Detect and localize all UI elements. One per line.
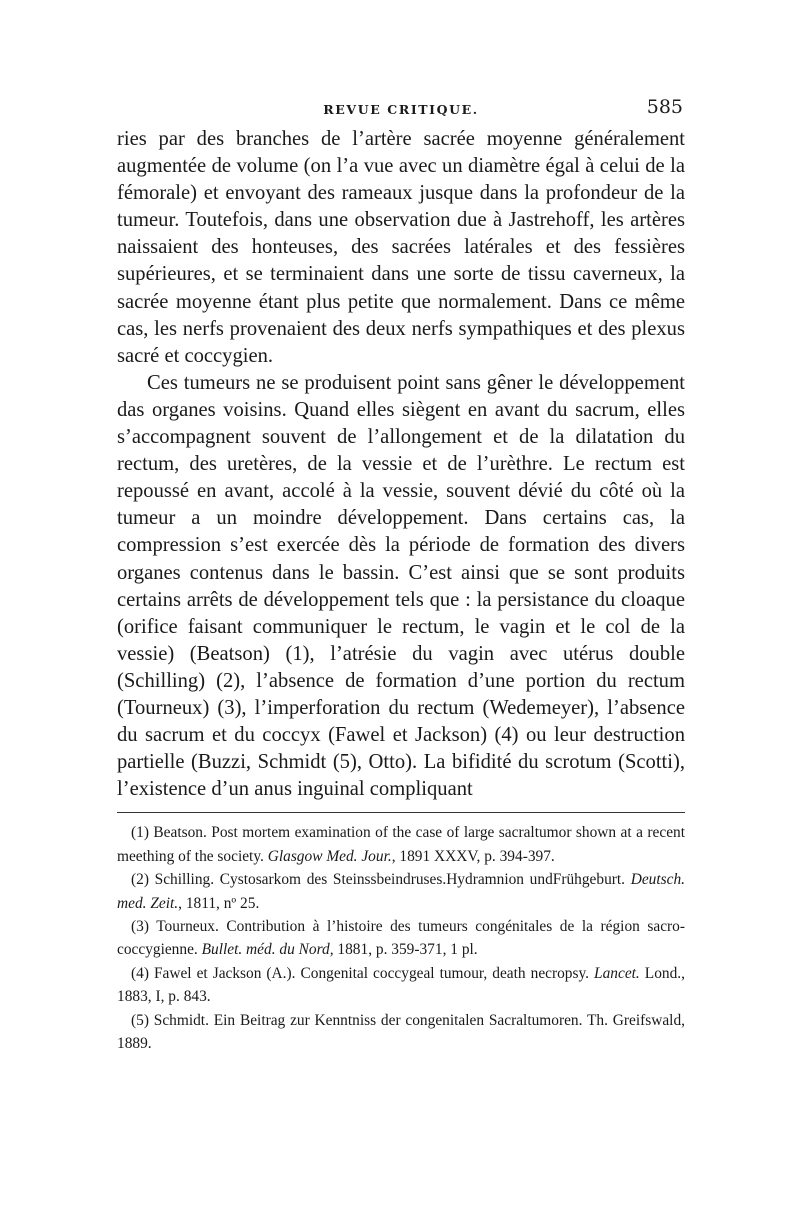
page-header xyxy=(117,96,685,126)
footnote-5 xyxy=(117,1009,685,1056)
footnote-1-journal: Glasgow Med. Jour. xyxy=(267,847,392,865)
footnote-2-text: (2) Schilling. Cystosarkom des Steinssbeindruses.Hydramnion undFrühgeburt. xyxy=(131,871,631,889)
page-number: 585 xyxy=(646,96,683,118)
footnote-1-text: (1) Beatson. Post mortem examination of the case of large sacraltumor shown at a recent meething of the society. xyxy=(117,824,685,865)
footnote-3-text: (3) Tourneux. Contribution à l’histoire des tumeurs congénitales de la région sacro-coccygienne. xyxy=(117,917,685,959)
paragraph-2: Ces tumeurs ne se produisent point sans gêner le développement das organes voisins. Quand elles siègent en avant du sacrum, elles s’accompagnent souvent de l’allongement et de la dilatation du rectum, des uretères, de la vessie et de l’urèthre. Le rectum est repoussé en avant, accolé à la vessie, souvent dévié du côté où la tumeur a un moindre développement. Dans certains cas, la compression s’est exercée dès la période de formation des divers organes contenus dans le bassin. C’est ainsi que se sont produits certains arrêts de développement tels que : la persistance du cloaque (orifice faisant communiquer le rectum, le vagin et le col de la vessie) (Beatson) (1), l’atrésie du vagin avec utérus double (Schilling) (2), l’absence de formation d’une portion du rectum (Tourneux) (3), l’imperforation du rectum (Wedemeyer), l’absence du sacrum et du coccyx (Fawel et Jackson) (4) ou leur destruction partielle (Buzzi, Schmidt (5), Otto). La bifidité du scrotum (Scotti), l’existence d’un anus inguinal compliquant xyxy=(117,371,685,801)
footnote-divider xyxy=(117,812,685,813)
footnote-2 xyxy=(117,868,685,915)
footnote-5-text: (5) Schmidt. Ein Beitrag zur Kenntniss der congenitalen Sacraltumoren. Th. Greifswald, 1889. xyxy=(117,1011,685,1052)
footnote-4-journal: Lancet. xyxy=(594,964,640,982)
footnote-1 xyxy=(117,821,685,868)
document-page xyxy=(117,96,685,1055)
footnote-4-text: (4) Fawel et Jackson (A.). Congenital coccygeal tumour, death necropsy. xyxy=(131,964,595,982)
paragraph-1: ries par des branches de l’artère sacrée moyenne généralement augmentée de volume (on l’a vue avec un diamètre égal à celui de la fémorale) et envoyant des rameaux jusque dans la profondeur de la tumeur. Toutefois, dans une observation due à Jastrehoff, les artères naissaient des honteuses, des sacrées latérales et des fessières supérieures, et se terminaient dans une sorte de tissu caverneux, la sacrée moyenne étant plus petite que normalement. Dans ce même cas, les nerfs provenaient des deux nerfs sympathiques et des plexus sacré et coccygien. xyxy=(117,128,685,367)
running-title: REVUE CRITIQUE. xyxy=(323,102,479,117)
body-text xyxy=(117,126,685,803)
footnote-2-journal: Deutsch. med. Zeit. xyxy=(117,871,685,912)
footnote-4 xyxy=(117,962,685,1009)
footnote-2-ref: , 1811, nº 25. xyxy=(178,894,260,912)
footnotes xyxy=(117,821,685,1055)
footnote-3-journal: Bullet. méd. du Nord, xyxy=(201,941,334,959)
footnote-4-ref: Lond., 1883, I, p. 843. xyxy=(117,964,685,1006)
footnote-3 xyxy=(117,915,685,962)
footnote-3-ref: 1881, p. 359-371, 1 pl. xyxy=(333,941,478,959)
footnote-1-ref: , 1891 XXXV, p. 394-397. xyxy=(391,847,555,865)
